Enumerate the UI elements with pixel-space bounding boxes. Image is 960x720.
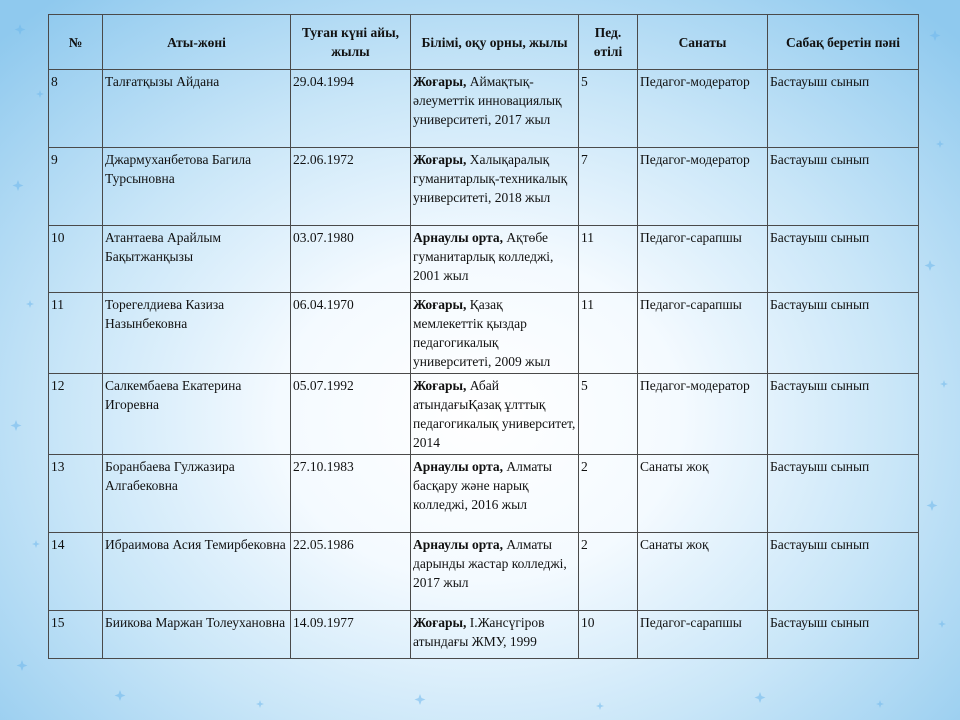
staff-table [48,14,919,659]
education-place: Алматы басқару және нарық колледжі, 2016 жыл [413,459,552,512]
education-level: Арнаулы орта, [413,459,504,474]
table-row [49,293,919,374]
cell-experience: 2 [579,533,638,611]
table-row [49,533,919,611]
cell-subject: Бастауыш сынып [768,148,919,226]
cell-education [411,455,579,533]
cell-name: Атантаева Арайлым Бақытжанқызы [103,226,291,293]
cell-name: Ибраимова Асия Темирбековна [103,533,291,611]
cell-name: Джармуханбетова Багила Турсыновна [103,148,291,226]
education-level: Арнаулы орта, [413,537,504,552]
cell-experience: 10 [579,611,638,659]
cell-name: Талғатқызы Айдана [103,70,291,148]
cell-birth-date: 22.06.1972 [291,148,411,226]
education-place: Ақтөбе гуманитарлық колледжі, 2001 жыл [413,230,554,283]
cell-education [411,611,579,659]
education-place: Алматы дарынды жастар колледжі, 2017 жыл [413,537,567,590]
cell-number: 13 [49,455,103,533]
table-row [49,148,919,226]
cell-education [411,374,579,455]
cell-category: Педагог-сарапшы [638,611,768,659]
cell-number: 14 [49,533,103,611]
cell-category: Педагог-сарапшы [638,226,768,293]
cell-category: Педагог-модератор [638,374,768,455]
cell-name: Боранбаева Гулжазира Алгабековна [103,455,291,533]
cell-education [411,70,579,148]
cell-experience: 2 [579,455,638,533]
header-birth-date: Туған күні айы, жылы [291,15,411,70]
cell-birth-date: 22.05.1986 [291,533,411,611]
cell-birth-date: 03.07.1980 [291,226,411,293]
header-name: Аты-жөні [103,15,291,70]
cell-experience: 11 [579,226,638,293]
cell-subject: Бастауыш сынып [768,533,919,611]
cell-name: Салкембаева Екатерина Игоревна [103,374,291,455]
table-row [49,611,919,659]
cell-education [411,293,579,374]
cell-category: Педагог-модератор [638,70,768,148]
cell-birth-date: 06.04.1970 [291,293,411,374]
education-level: Жоғары, [413,152,467,167]
cell-subject: Бастауыш сынып [768,455,919,533]
education-place: Қазақ мемлекеттік қыздар педагогикалық университеті, 2009 жыл [413,297,551,369]
table-header [49,15,919,70]
cell-number: 8 [49,70,103,148]
cell-experience: 11 [579,293,638,374]
table-row [49,226,919,293]
cell-subject: Бастауыш сынып [768,70,919,148]
cell-birth-date: 27.10.1983 [291,455,411,533]
cell-birth-date: 05.07.1992 [291,374,411,455]
education-place: І.Жансүгіров атындағы ЖМУ, 1999 [413,615,545,649]
cell-experience: 5 [579,70,638,148]
header-experience: Пед. өтілі [579,15,638,70]
cell-number: 10 [49,226,103,293]
table-row [49,70,919,148]
cell-subject: Бастауыш сынып [768,293,919,374]
cell-education [411,148,579,226]
header-category: Санаты [638,15,768,70]
header-row [49,15,919,70]
cell-number: 9 [49,148,103,226]
header-education: Білімі, оқу орны, жылы [411,15,579,70]
cell-number: 11 [49,293,103,374]
cell-experience: 5 [579,374,638,455]
cell-name: Торегелдиева Казиза Назынбековна [103,293,291,374]
cell-subject: Бастауыш сынып [768,226,919,293]
table-row [49,374,919,455]
table-row [49,455,919,533]
cell-number: 15 [49,611,103,659]
education-level: Жоғары, [413,615,467,630]
cell-subject: Бастауыш сынып [768,611,919,659]
education-level: Арнаулы орта, [413,230,504,245]
cell-category: Педагог-сарапшы [638,293,768,374]
header-number: № [49,15,103,70]
cell-category: Санаты жоқ [638,455,768,533]
education-level: Жоғары, [413,378,467,393]
cell-name: Биикова Маржан Толеухановна [103,611,291,659]
cell-category: Санаты жоқ [638,533,768,611]
table-body [49,70,919,659]
education-level: Жоғары, [413,74,467,89]
cell-experience: 7 [579,148,638,226]
cell-subject: Бастауыш сынып [768,374,919,455]
education-place: Аймақтық-әлеуметтік инновациялық университеті, 2017 жыл [413,74,562,127]
cell-category: Педагог-модератор [638,148,768,226]
cell-number: 12 [49,374,103,455]
cell-education [411,533,579,611]
education-place: Абай атындағыҚазақ ұлттық педагогикалық университет, 2014 [413,378,576,450]
education-level: Жоғары, [413,297,467,312]
education-place: Халықаралық гуманитарлық-техникалық университеті, 2018 жыл [413,152,568,205]
cell-birth-date: 14.09.1977 [291,611,411,659]
cell-education [411,226,579,293]
cell-birth-date: 29.04.1994 [291,70,411,148]
header-subject: Сабақ беретін пәні [768,15,919,70]
